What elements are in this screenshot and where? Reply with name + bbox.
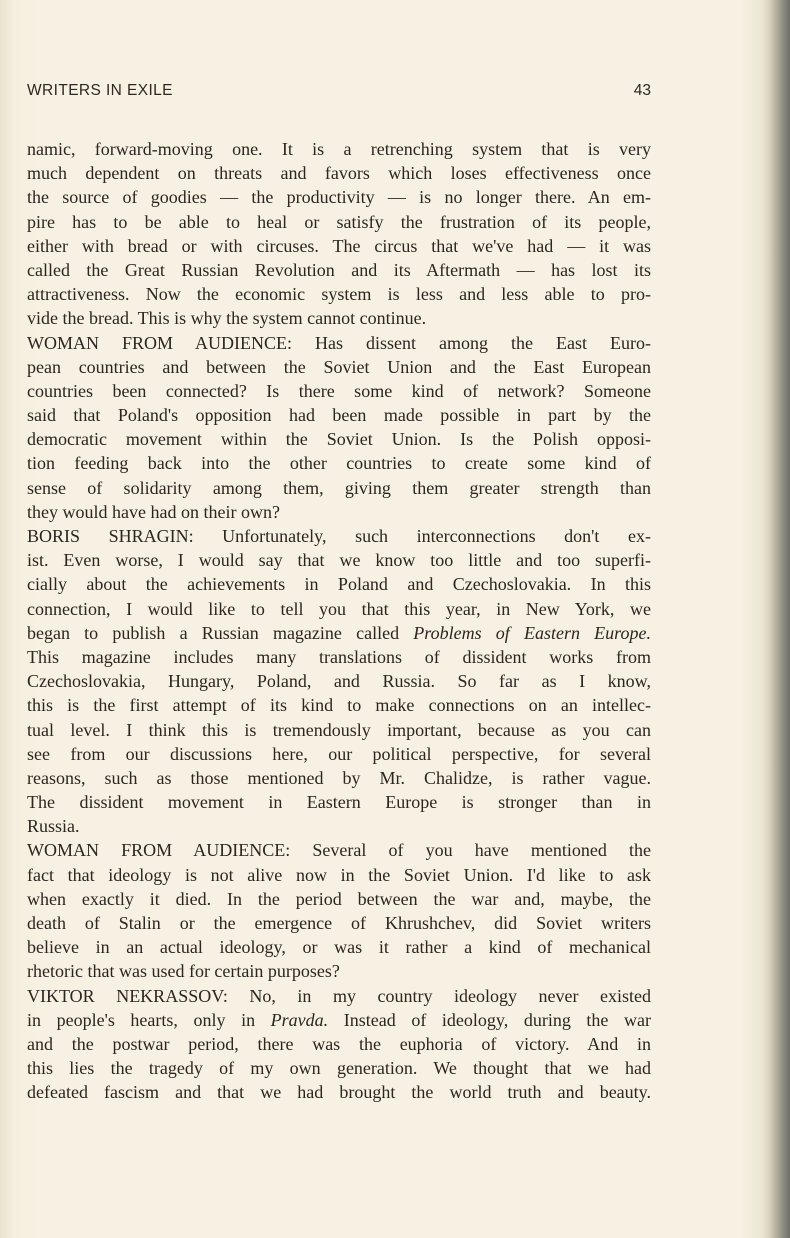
text-line <box>27 258 651 282</box>
text-line <box>27 331 651 355</box>
text-line <box>27 403 651 427</box>
text-line-content: cially about the achievements in Poland and Czechoslovakia. In this <box>27 574 651 595</box>
text-line <box>27 597 651 621</box>
text-line <box>27 935 651 959</box>
text-line-content: WOMAN FROM AUDIENCE: Several of you have mentioned the <box>27 840 651 861</box>
text-line-content: in people's hearts, only in <box>27 1009 271 1030</box>
text-line <box>27 306 651 330</box>
text-line <box>27 137 651 161</box>
text-line-content: said that Poland's opposition had been made possible in part by the <box>27 405 651 426</box>
text-line-content: see from our discussions here, our political perspective, for several <box>27 743 651 764</box>
text-line <box>27 959 651 983</box>
text-line-content: countries been connected? Is there some kind of network? Someone <box>27 380 651 401</box>
text-line-content: fact that ideology is not alive now in the Soviet Union. I'd like to ask <box>27 864 651 885</box>
text-line <box>27 451 651 475</box>
page-header <box>27 82 651 104</box>
text-line-content: began to publish a Russian magazine called <box>27 622 414 643</box>
text-line <box>27 1080 651 1104</box>
text-line <box>27 234 651 258</box>
text-line <box>27 548 651 572</box>
text-line-content: and the postwar period, there was the euphoria of victory. And in <box>27 1033 651 1054</box>
text-line-content: believe in an actual ideology, or was it rather a kind of mechanical <box>27 937 651 958</box>
text-line-content: this lies the tragedy of my own generation. We thought that we had <box>27 1058 651 1079</box>
text-line-content: sense of solidarity among them, giving them greater strength than <box>27 477 651 498</box>
text-line-content: death of Stalin or the emergence of Khrushchev, did Soviet writers <box>27 913 651 933</box>
text-line-content: vide the bread. This is why the system cannot continue. <box>27 308 427 329</box>
text-line <box>27 838 651 862</box>
body-text <box>27 137 651 1105</box>
text-line <box>27 161 651 185</box>
text-line <box>27 984 651 1008</box>
text-line <box>27 185 651 209</box>
text-line-content: much dependent on threats and favors which loses effectiveness once <box>27 163 651 184</box>
text-line-content: this is the first attempt of its kind to make connections on an intellec- <box>27 695 651 716</box>
text-line-content: they would have had on their own? <box>27 501 280 522</box>
text-line <box>27 790 651 814</box>
text-line <box>27 210 651 234</box>
text-line <box>27 742 651 766</box>
text-line-content: defeated fascism and that we had brought the world truth and beauty. <box>27 1082 651 1103</box>
text-line-content: namic, forward-moving one. It is a retrenching system that is very <box>27 139 651 159</box>
italic-title: Pravda. <box>270 1009 329 1030</box>
text-line <box>27 621 651 645</box>
text-line <box>27 766 651 790</box>
text-line <box>27 814 651 838</box>
running-head: WRITERS IN EXILE <box>27 82 173 99</box>
text-line-content: Czechoslovakia, Hungary, Poland, and Russia. So far as I know, <box>27 671 651 692</box>
text-line <box>27 887 651 911</box>
text-line <box>27 355 651 379</box>
text-line <box>27 669 651 693</box>
text-line-content: the source of goodies — the productivity — is no longer there. An em- <box>27 187 651 208</box>
text-line-content: Russia. <box>27 816 80 837</box>
text-line-content: This magazine includes many translations of dissident works from <box>27 646 651 667</box>
text-line <box>27 911 651 935</box>
text-line <box>27 693 651 717</box>
text-line-content: either with bread or with circuses. The circus that we've had — it was <box>27 235 651 256</box>
text-line-continuation: Instead of ideology, during the war <box>328 1009 651 1030</box>
text-line-content: rhetoric that was used for certain purposes? <box>27 961 340 982</box>
text-line <box>27 1032 651 1056</box>
text-line-content: BORIS SHRAGIN: Unfortunately, such interconnections don't ex- <box>27 526 651 546</box>
text-line <box>27 500 651 524</box>
text-line <box>27 427 651 451</box>
text-line <box>27 572 651 596</box>
text-line-content: called the Great Russian Revolution and its Aftermath — has lost its <box>27 259 651 280</box>
text-line-content: democratic movement within the Soviet Union. Is the Polish opposi- <box>27 429 651 450</box>
text-line-content: ist. Even worse, I would say that we know too little and too superfi- <box>27 550 651 571</box>
text-line-content: The dissident movement in Eastern Europe is stronger than in <box>27 792 651 813</box>
italic-title: Problems of Eastern Europe. <box>413 622 651 643</box>
text-line <box>27 282 651 306</box>
text-line-content: when exactly it died. In the period between the war and, maybe, the <box>27 888 651 909</box>
text-line-content: pire has to be able to heal or satisfy the frustration of its people, <box>27 211 651 232</box>
text-line <box>27 1056 651 1080</box>
text-line-content: reasons, such as those mentioned by Mr. Chalidze, is rather vague. <box>27 767 651 788</box>
text-line <box>27 645 651 669</box>
text-line-content: pean countries and between the Soviet Union and the East European <box>27 356 651 377</box>
text-line-content: attractiveness. Now the economic system is less and less able to pro- <box>27 284 651 305</box>
page-number: 43 <box>633 82 651 99</box>
text-line <box>27 1008 651 1032</box>
text-line <box>27 718 651 742</box>
text-line <box>27 524 651 548</box>
text-line <box>27 476 651 500</box>
text-line <box>27 379 651 403</box>
text-line-content: VIKTOR NEKRASSOV: No, in my country ideology never existed <box>27 985 651 1006</box>
text-line-content: tual level. I think this is tremendously important, because as you can <box>27 719 651 740</box>
text-line-content: tion feeding back into the other countries to create some kind of <box>27 453 651 474</box>
text-line-content: WOMAN FROM AUDIENCE: Has dissent among the East Euro- <box>27 332 651 353</box>
text-line <box>27 863 651 887</box>
text-line-content: connection, I would like to tell you that this year, in New York, we <box>27 598 651 619</box>
